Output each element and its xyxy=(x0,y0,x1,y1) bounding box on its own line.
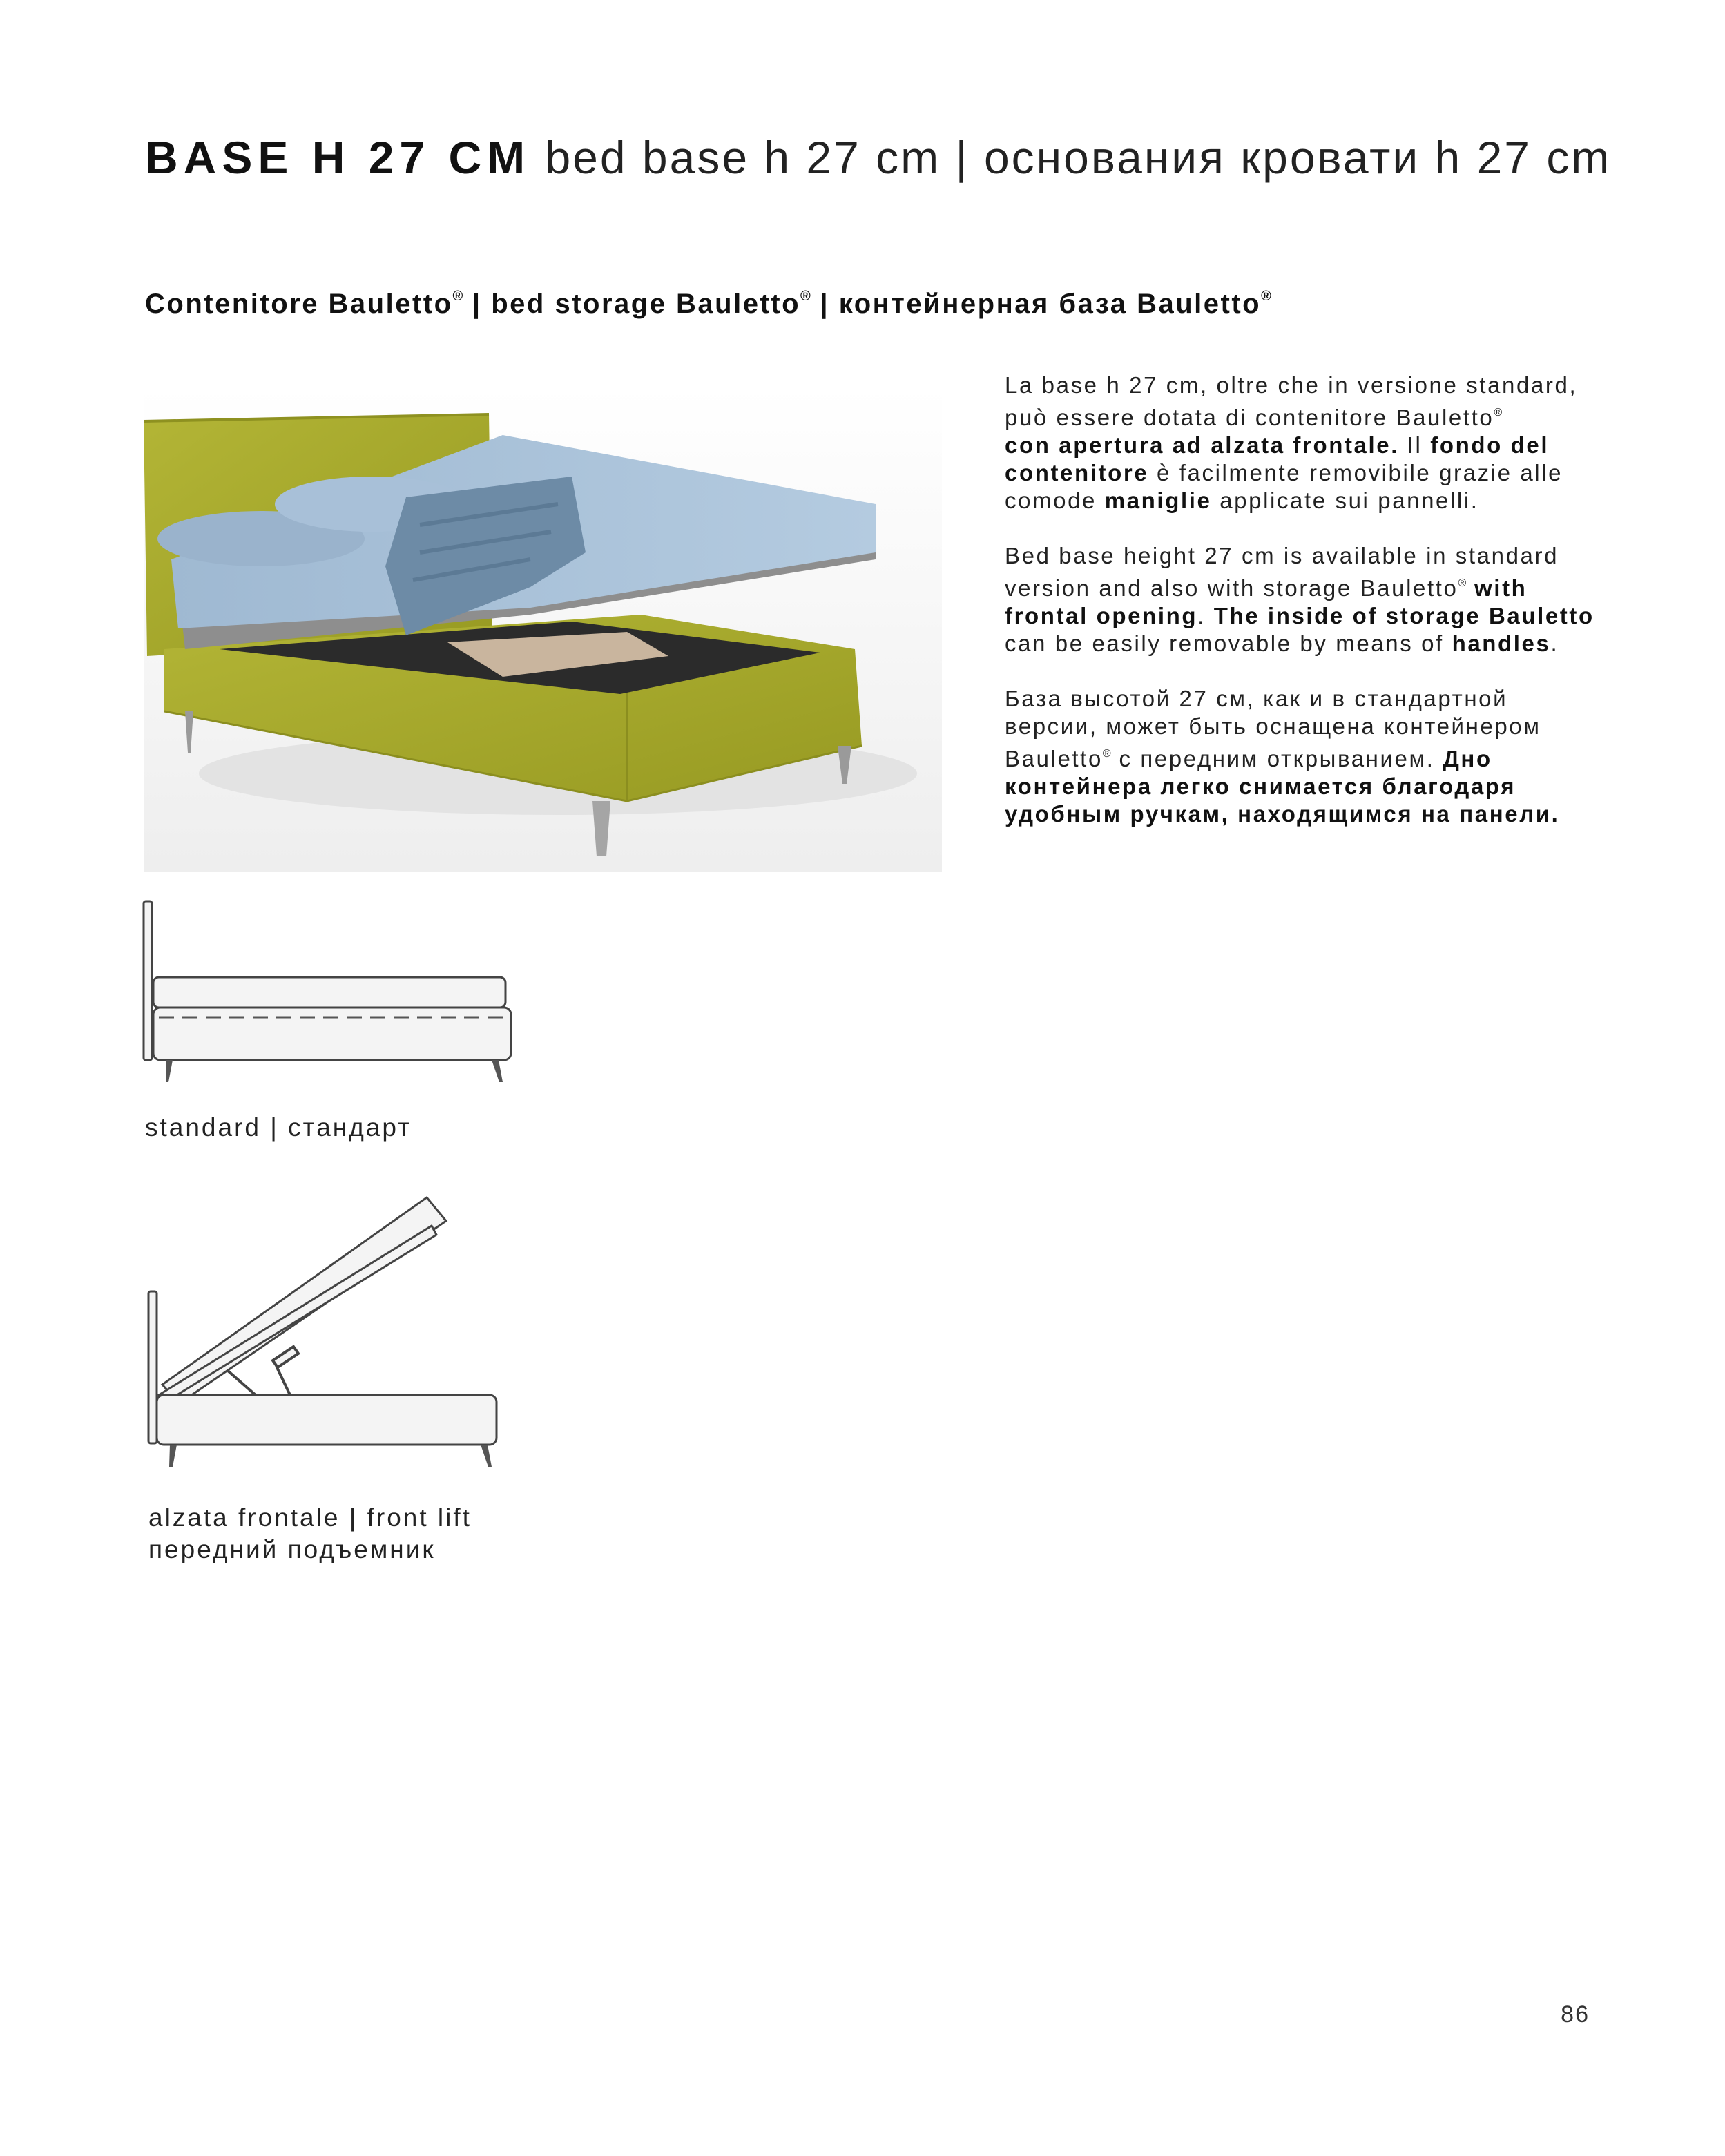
subtitle-italian: Contenitore Bauletto xyxy=(145,289,453,319)
page-title-bold: BASE H 27 CM xyxy=(145,132,531,183)
registered-mark: ® xyxy=(452,289,463,304)
bed-front-lift-side-view-icon xyxy=(138,1188,525,1478)
front-lift-caption xyxy=(148,1502,472,1566)
bed-standard-side-view-icon xyxy=(138,894,525,1095)
registered-mark: ® xyxy=(800,289,811,304)
description-english: Bed base height 27 cm is available in standard version and also with storage Bauletto® with frontal opening. The inside of storage Bauletto can be easily removable by means of handles. xyxy=(1005,543,1594,656)
section-subtitle xyxy=(145,289,1271,320)
subtitle-english: | bed storage Bauletto xyxy=(463,289,801,319)
description-italian: La base h 27 cm, oltre che in versione standard, può essere dotata di contenitore Bauletto® con apertura ad alzata frontale. Il fondo del contenitore è facilmente removibile grazie alle comode maniglie applicate sui pannelli. xyxy=(1005,372,1578,513)
page-title xyxy=(145,132,1612,183)
description-russian: База высотой 27 см, как и в стандартной версии, может быть оснащена контейнером Bauletto® с передним открыванием. Дно контейнера легко снимается благодаря удобным ручкам, находящимся на панели. xyxy=(1005,686,1560,827)
standard-caption: standard | стандарт xyxy=(145,1113,412,1142)
bed-with-lifted-storage-photo xyxy=(144,387,942,872)
front-lift-caption-line2: передний подъемник xyxy=(148,1535,436,1563)
description-text xyxy=(1005,372,1612,856)
registered-mark: ® xyxy=(1261,289,1271,304)
front-lift-caption-line1: alzata frontale | front lift xyxy=(148,1503,472,1532)
page-number: 86 xyxy=(1561,2001,1590,2028)
subtitle-russian: | контейнерная база Bauletto xyxy=(810,289,1262,319)
page-title-translations: bed base h 27 cm | основания кровати h 27 cm xyxy=(545,132,1612,183)
